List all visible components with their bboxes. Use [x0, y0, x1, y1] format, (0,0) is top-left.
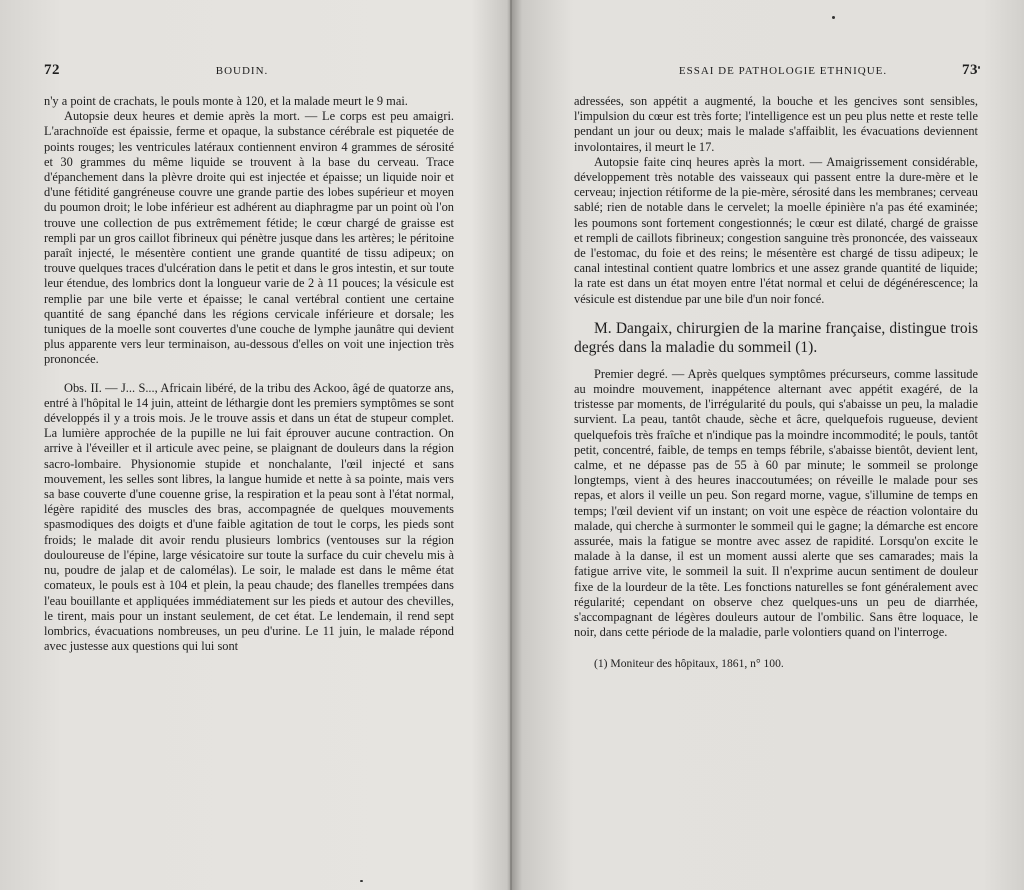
right-paragraph-1: adressées, son appétit a augmenté, la bouche et les gencives sont sensibles, l'impulsion du cœur est très forte; l'intelligence est un peu plus nette et reste telle pendant un jour ou deux; mais le malade s'affaiblit, les évacuations deviennent involontaires, il meurt le 17.: [574, 94, 978, 154]
print-speck: [360, 880, 363, 882]
right-page-number: 73: [962, 62, 978, 78]
right-page: [574, 62, 978, 670]
left-page-number: 72: [44, 62, 60, 78]
right-running-title: ESSAI DE PATHOLOGIE ETHNIQUE.: [678, 65, 888, 77]
left-paragraph-observation: Obs. II. — J... S..., Africain libéré, de la tribu des Ackoo, âgé de quatorze ans, entré à l'hôpital le 14 juin, atteint de léthargie dont les premiers symptômes se sont développés il y a trois mois. Je le trouve assis et dans un état de stupeur complet. La lumière approchée de la pupille ne lui fait éprouver aucune contraction. On arrive à l'éveiller et il articule avec peine, se plaignant de douleurs dans la région sacro-lombaire. Physionomie stupide et nonchalante, l'œil injecté et sans mouvement, les selles sont libres, la langue humide et nette à sa pointe, mais vers sa base couverte d'une couenne grise, la respiration et la peau sont à l'état normal, légère rapidité des muscles des bras, accompagnée de quelques mouvements spasmodiques des doigts et d'une faible agitation de tout le corps, les pieds sont froids; le malade dit avoir rendu plusieurs lombrics (ventouses sur la région douloureuse de l'épine, large vésicatoire sur toute la surface du cuir chevelu mis à nu, poudre de jalap et de calomélas). Le soir, le malade est dans le même état comateux, le pouls est à 104 et plein, la peau chaude; des flanelles trempées dans l'eau bouillante et appliquées immédiatement sur les pieds et autour des chevilles, le tirent, mais pour un instant seulement, de cet état. Le lendemain, il rend sept lombrics, évacuations nombreuses, un peu d'urine. Le 11 juin, le malade répond avec justesse aux questions qui lui sont: [44, 380, 454, 654]
print-speck: [832, 16, 835, 19]
print-speck: [978, 66, 980, 69]
left-page: [44, 62, 454, 654]
left-running-title: BOUDIN.: [215, 65, 269, 77]
left-paragraph-autopsy: Autopsie deux heures et demie après la mort. — Le corps est peu amaigri. L'arachnoïde est épaissie, ferme et opaque, la substance cérébrale est piquetée de points rouges; les ventricules latéraux contiennent environ 4 grammes de sérosité et 30 grammes du même liquide se trouvent à la base du cerveau. Trace d'épanchement dans la plèvre droite qui est injectée et épaisse; un liquide noir et d'une fétidité gangréneuse couvre une grande partie des lobes supérieur et moyen du poumon droit; le lobe inférieur est adhérent au diaphragme par un point où l'on trouve une collection de pus extrêmement fétide; le cœur chargé de graisse est rempli par un gros caillot fibrineux qui pénètre jusque dans les artères; le péritoine paraît injecté, le mésentère contient une grande quantité de tissu adipeux; on trouve quelques traces d'ulcération dans le petit et dans le gros intestin, et sur toute leur étendue, des lombrics dont la longueur varie de 2 à 11 pouces; la vésicule est remplie par une bile verte et épaisse; le canal vertébral contient une certaine quantité de sang épanché dans les régions cervicale inférieure et dorsale; les tuniques de la moelle sont couvertes d'une couche de lymphe jaunâtre qui devient plus apparente vers leur terminaison, au-dessous d'elles on voit une injection très prononcée.: [44, 109, 454, 367]
left-paragraph-1: n'y a point de crachats, le pouls monte à 120, et la malade meurt le 9 mai.: [44, 94, 408, 108]
section-heading: M. Dangaix, chirurgien de la marine française, distingue trois degrés dans la maladie du sommeil (1).: [574, 319, 978, 356]
right-paragraph-first-degree: Premier degré. — Après quelques symptômes précurseurs, comme lassitude au moindre mouvement, inappétence alternant avec appétit exagéré, de la tristesse par moments, de l'irrégularité du pouls, qui s'abaisse un peu, la maladie survient. La peau, tantôt chaude, sèche et âcre, quelquefois rugueuse, devient quelquefois très fraîche et n'indique pas la moindre incommodité; le pouls, tantôt petit, concentré, faible, de temps en temps fébrile, s'abaisse bientôt, devient lent, calme, et ne dépasse pas de 55 à 60 par minute; le sommeil se prolonge longtemps, vient à des heures inaccoutumées; on réveille le malade pour ses repas, et alors il veille un peu. Son regard morne, vague, s'illumine de temps en temps; l'œil devient vif un instant; on voit une espèce de réaction volontaire du malade, qui cherche à surmonter le sommeil qui le gagne; la démarche est encore assurée, mais la fatigue se montre avec assez de rapidité. Lorsqu'on excite le malade à la danse, il est un moment aussi alerte que ses camarades; mais la fatigue arrive vite, le sommeil la suit. Il n'exprime aucun sentiment de douleur fixe de la lourdeur de la tête. Les fonctions naturelles se font généralement avec régularité; cependant on observe chez quelques-uns un peu de diarrhée, s'accompagnant de légères douleurs autour de l'ombilic. Sans être loquace, le noir, dans cette période de la maladie, parle volontiers quand on l'interroge.: [574, 366, 978, 640]
right-paragraph-autopsy: Autopsie faite cinq heures après la mort. — Amaigrissement considérable, développement très notable des vaisseaux qui passent entre la dure-mère et le cerveau; injection rétiforme de la pie-mère, sérosité dans les membranes; cerveau sablé; rien de notable dans le cervelet; la moelle épinière n'a pas été examinée; les poumons sont fortement congestionnés; le cœur est dilaté, chargé de graisse et rempli de caillots fibrineux; congestion sanguine très prononcée, des vaisseaux de l'estomac, du foie et des reins; le mésentère est chargé de tissu adipeux; le canal intestinal contient quatre lombrics et une assez grande quantité de liquide; la rate est dans un état moyen entre l'état normal et celui de dégénérescence; la vésicule est distendue par une bile d'un noir foncé.: [574, 154, 978, 306]
book-gutter: [510, 0, 512, 890]
right-running-head: [574, 62, 978, 84]
left-running-head: [44, 62, 454, 84]
footnote: (1) Moniteur des hôpitaux, 1861, n° 100.: [594, 656, 784, 670]
